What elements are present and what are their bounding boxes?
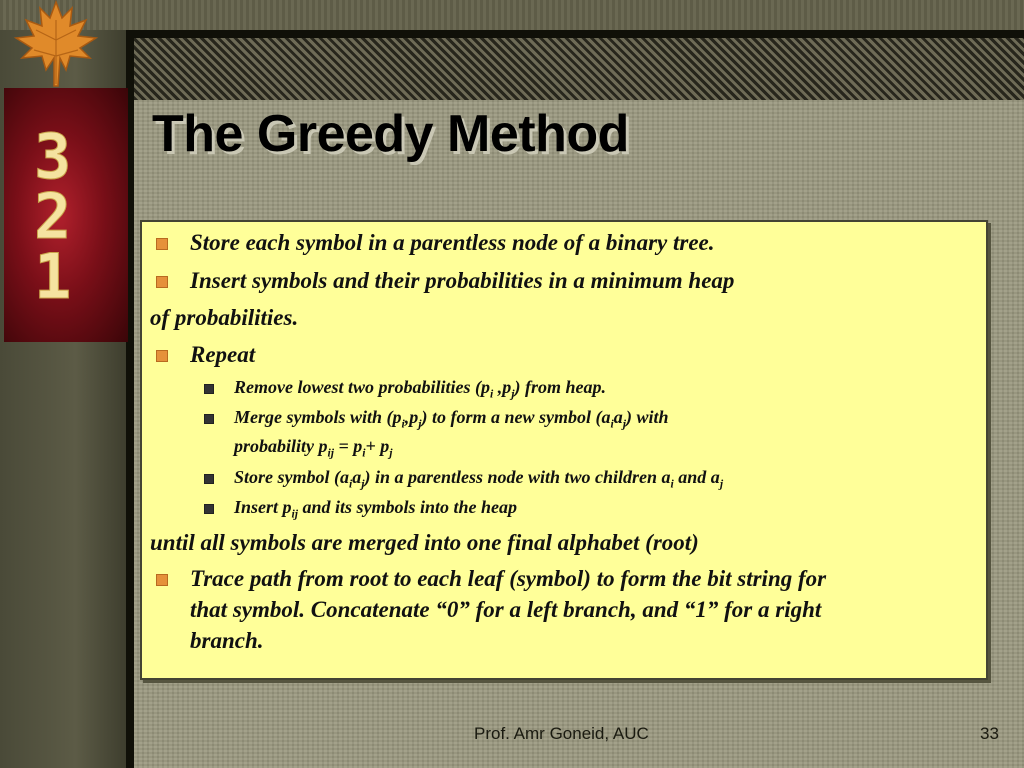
list-item-continued: of probabilities. [150,305,299,330]
list-item-continued: that symbol. Concatenate “0” for a left branch, and “1” for a right [190,597,822,622]
bullet-icon [156,350,168,362]
bullet-icon [156,238,168,250]
sub-list-item-continued: probability $p_{ij} = p_i+ p_j$ [234,436,393,460]
digit-2: 2 [34,180,72,253]
countdown-image [4,88,128,342]
page-title: The Greedy Method [152,105,629,163]
sub-bullet-icon [204,384,214,394]
page-number: 33 [980,724,999,743]
sub-list-item: Remove lowest two probabilities ($p_i$ $,p_j$) from heap. [234,377,606,401]
sub-bullet-icon [204,474,214,484]
content-box [140,220,988,680]
sub-list-item: Merge symbols with $(p_i,p_j)$ to form a new symbol $(a_ia_j)$ with [234,407,669,431]
sub-bullet-icon [204,414,214,424]
header-texture [134,38,1024,100]
maple-leaf-icon [6,0,116,88]
digit-1: 1 [34,240,72,313]
digit-3: 3 [34,120,72,193]
top-border [126,30,1024,38]
sub-bullet-icon [204,504,214,514]
list-item: Trace path from root to each leaf (symbol) to form the bit string for [190,566,827,591]
list-item: Store each symbol in a parentless node of a binary tree. [190,230,715,255]
bullet-icon [156,574,168,586]
list-item: Insert symbols and their probabilities in a minimum heap [190,268,735,293]
sub-list-item: Insert $p_{ij}$ and its symbols into the heap [234,497,518,521]
footer-author: Prof. Amr Goneid, AUC [474,724,649,743]
list-item-continued: until all symbols are merged into one final alphabet (root) [150,530,699,555]
sub-list-item: Store symbol $(a_ia_j)$ in a parentless node with two children $a_i$ and $a_j$ [234,467,724,491]
top-band [0,0,1024,30]
list-item: Repeat [190,342,256,367]
bullet-icon [156,276,168,288]
list-item-continued: branch. [190,628,264,653]
